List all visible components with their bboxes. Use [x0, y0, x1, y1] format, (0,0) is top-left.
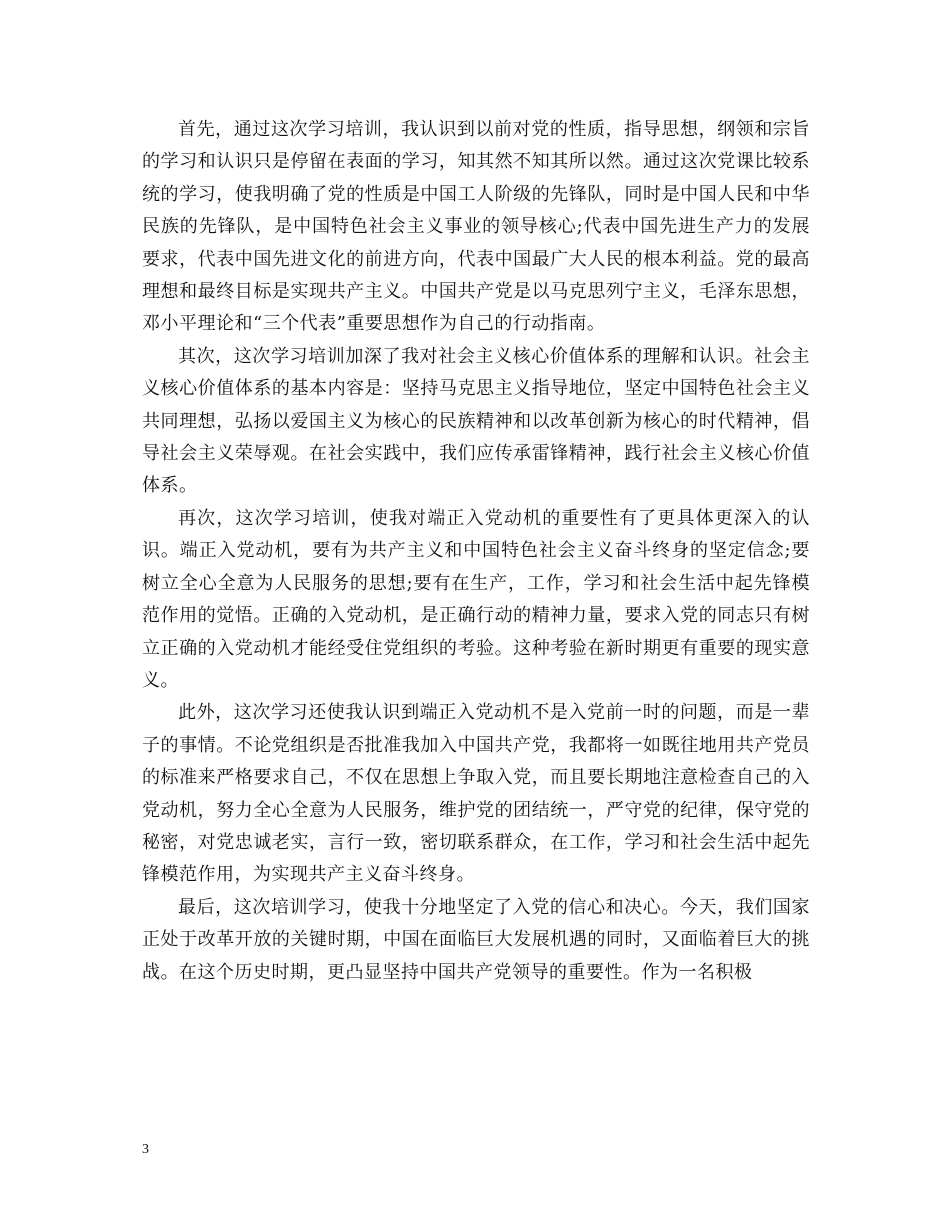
paragraph-5: 最后，这次培训学习，使我十分地坚定了入党的信心和决心。今天，我们国家正处于改革开放的关键时期，中国在面临巨大发展机遇的同时，又面临着巨大的挑战。在这个历史时期，更凸显坚持中国共产党领导的重要性。作为一名积极	[142, 896, 810, 983]
paragraph-3: 再次，这次学习培训，使我对端正入党动机的重要性有了更具体更深入的认识。端正入党动机，要有为共产主义和中国特色社会主义奋斗终身的坚定信念;要树立全心全意为人民服务的思想;要有在生产，工作，学习和社会生活中起先锋模范作用的觉悟。正确的入党动机，是正确行动的精神力量，要求入党的同志只有树立正确的入党动机才能经受住党组织的考验。这种考验在新时期更有重要的现实意义。	[142, 507, 810, 691]
paragraph-1: 首先，通过这次学习培训，我认识到以前对党的性质，指导思想，纲领和宗旨的学习和认识只是停留在表面的学习，知其然不知其所以然。通过这次党课比较系统的学习，使我明确了党的性质是中国工人阶级的先锋队，同时是中国人民和中华民族的先锋队，是中国特色社会主义事业的领导核心;代表中国先进生产力的发展要求，代表中国先进文化的前进方向，代表中国最广大人民的根本利益。党的最高理想和最终目标是实现共产主义。中国共产党是以马克思列宁主义，毛泽东思想，邓小平理论和“三个代表”重要思想作为自己的行动指南。	[142, 119, 810, 335]
paragraph-2: 其次，这次学习培训加深了我对社会主义核心价值体系的理解和认识。社会主义核心价值体系的基本内容是：坚持马克思主义指导地位，坚定中国特色社会主义共同理想，弘扬以爱国主义为核心的民族精神和以改革创新为核心的时代精神，倡导社会主义荣辱观。在社会实践中，我们应传承雷锋精神，践行社会主义核心价值体系。	[142, 345, 810, 497]
document-body	[142, 114, 810, 989]
page-number: 3	[142, 1142, 149, 1157]
paragraph-4: 此外，这次学习还使我认识到端正入党动机不是入党前一时的问题，而是一辈子的事情。不论党组织是否批准我加入中国共产党，我都将一如既往地用共产党员的标准来严格要求自己，不仅在思想上争取入党，而且要长期地注意检查自己的入党动机，努力全心全意为人民服务，维护党的团结统一，严守党的纪律，保守党的秘密，对党忠诚老实，言行一致，密切联系群众，在工作，学习和社会生活中起先锋模范作用，为实现共产主义奋斗终身。	[142, 702, 810, 886]
